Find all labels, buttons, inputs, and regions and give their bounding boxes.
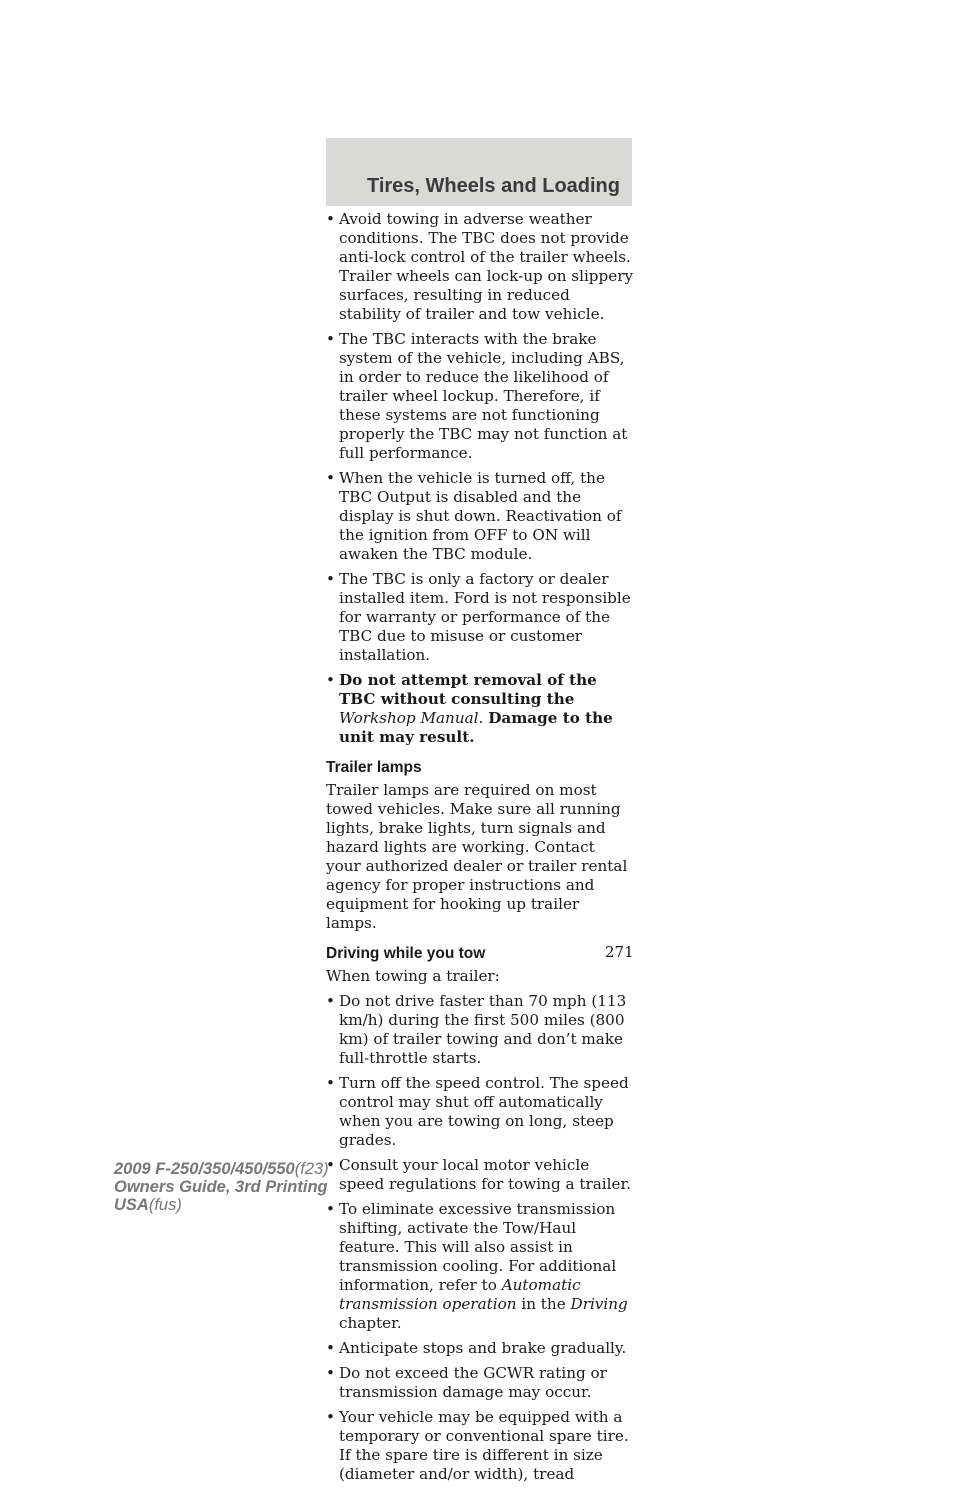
list-item-text: Do not drive faster than 70 mph (113 km/h) during the first 500 miles (800 km) of trailer towing and don’t make full-throttle starts.: [339, 992, 627, 1067]
list-item: [326, 1339, 634, 1358]
list-item-text: chapter.: [339, 1314, 402, 1332]
paragraph-trailer-lamps: Trailer lamps are required on most towed vehicles. Make sure all running lights, brake lights, turn signals and hazard lights are working. Contact your authorized dealer or trailer rental agency for proper instructions and equipment for hooking up trailer lamps.: [326, 781, 628, 932]
list-item: [326, 992, 634, 1068]
list-item-text: Your vehicle may be equipped with a temporary or conventional spare tire. If the spare tire is different in size (diameter and/or width), tread: [339, 1408, 629, 1483]
section-heading-driving: Driving while you tow: [326, 945, 486, 962]
list-item: [326, 330, 634, 463]
footer-code: (f23): [294, 1160, 329, 1178]
manual-reference: Workshop Manual.: [339, 709, 484, 727]
list-item-text: Consult your local motor vehicle speed regulations for towing a trailer.: [339, 1156, 631, 1193]
footer: [114, 1160, 329, 1214]
warning-text-2: Damage to the unit may result.: [339, 709, 613, 746]
list-item-text: To eliminate excessive transmission shifting, activate the Tow/Haul feature. This will also assist in transmission cooling. For additional information, refer to: [339, 1200, 617, 1294]
footer-line-3: [114, 1196, 329, 1214]
warning-item: [326, 671, 634, 747]
bullet-icon: •: [326, 210, 335, 228]
footer-line-1: [114, 1160, 329, 1178]
bullet-icon: •: [326, 1074, 335, 1092]
bullet-icon: •: [326, 469, 335, 487]
bullet-icon: •: [326, 330, 335, 348]
list-item-text: Turn off the speed control. The speed control may shut off automatically when you are towing on long, steep grades.: [339, 1074, 629, 1149]
bullet-icon: •: [326, 1339, 335, 1357]
footer-line-2: Owners Guide, 3rd Printing: [114, 1178, 328, 1196]
page-number: 271: [605, 943, 634, 961]
warning-text: Do not attempt removal of the TBC without consulting the: [339, 671, 597, 708]
bullet-icon: •: [326, 570, 335, 588]
list-item: [326, 1074, 634, 1150]
list-item: [326, 210, 634, 324]
list-item-text: Do not exceed the GCWR rating or transmission damage may occur.: [339, 1364, 607, 1401]
list-item: [326, 469, 634, 564]
list-item: [326, 1408, 634, 1484]
list-item-text: The TBC interacts with the brake system of the vehicle, including ABS, in order to reduce the likelihood of trailer wheel lockup. Therefore, if these systems are not functioning properly the TBC may not function at full performance.: [339, 330, 628, 462]
bullet-icon: •: [326, 1156, 335, 1174]
footer-model: 2009 F-250/350/450/550: [114, 1160, 295, 1178]
bullet-icon: •: [326, 1364, 335, 1382]
bullet-icon: •: [326, 1200, 335, 1218]
bullet-icon: •: [326, 671, 335, 689]
list-item: [326, 1156, 634, 1194]
bullet-icon: •: [326, 1408, 335, 1426]
reference-link: Automatic transmission operation: [339, 1276, 581, 1313]
section-heading-trailer-lamps: Trailer lamps: [326, 759, 422, 776]
bullet-icon: •: [326, 992, 335, 1010]
page-title: Tires, Wheels and Loading: [366, 175, 620, 197]
paragraph-intro: When towing a trailer:: [326, 967, 500, 985]
footer-region: USA: [114, 1196, 149, 1214]
chapter-reference: Driving: [570, 1295, 628, 1313]
header-band: [326, 138, 632, 206]
list-item: [326, 1200, 634, 1333]
footer-region-code: (fus): [148, 1196, 182, 1214]
main-content: [326, 210, 634, 1490]
list-item-text: in the: [521, 1295, 566, 1313]
list-item-text: When the vehicle is turned off, the TBC Output is disabled and the display is shut down. Reactivation of the ignition from OFF to ON will awaken the TBC module.: [339, 469, 622, 563]
list-item: [326, 1364, 634, 1402]
list-item-text: The TBC is only a factory or dealer installed item. Ford is not responsible for warranty or performance of the TBC due to misuse or customer installation.: [339, 570, 631, 664]
list-item-text: Avoid towing in adverse weather conditions. The TBC does not provide anti-lock control of the trailer wheels. Trailer wheels can lock-up on slippery surfaces, resulting in reduced stability of trailer and tow vehicle.: [339, 210, 634, 323]
list-item: [326, 570, 634, 665]
list-item-text: Anticipate stops and brake gradually.: [339, 1339, 627, 1357]
